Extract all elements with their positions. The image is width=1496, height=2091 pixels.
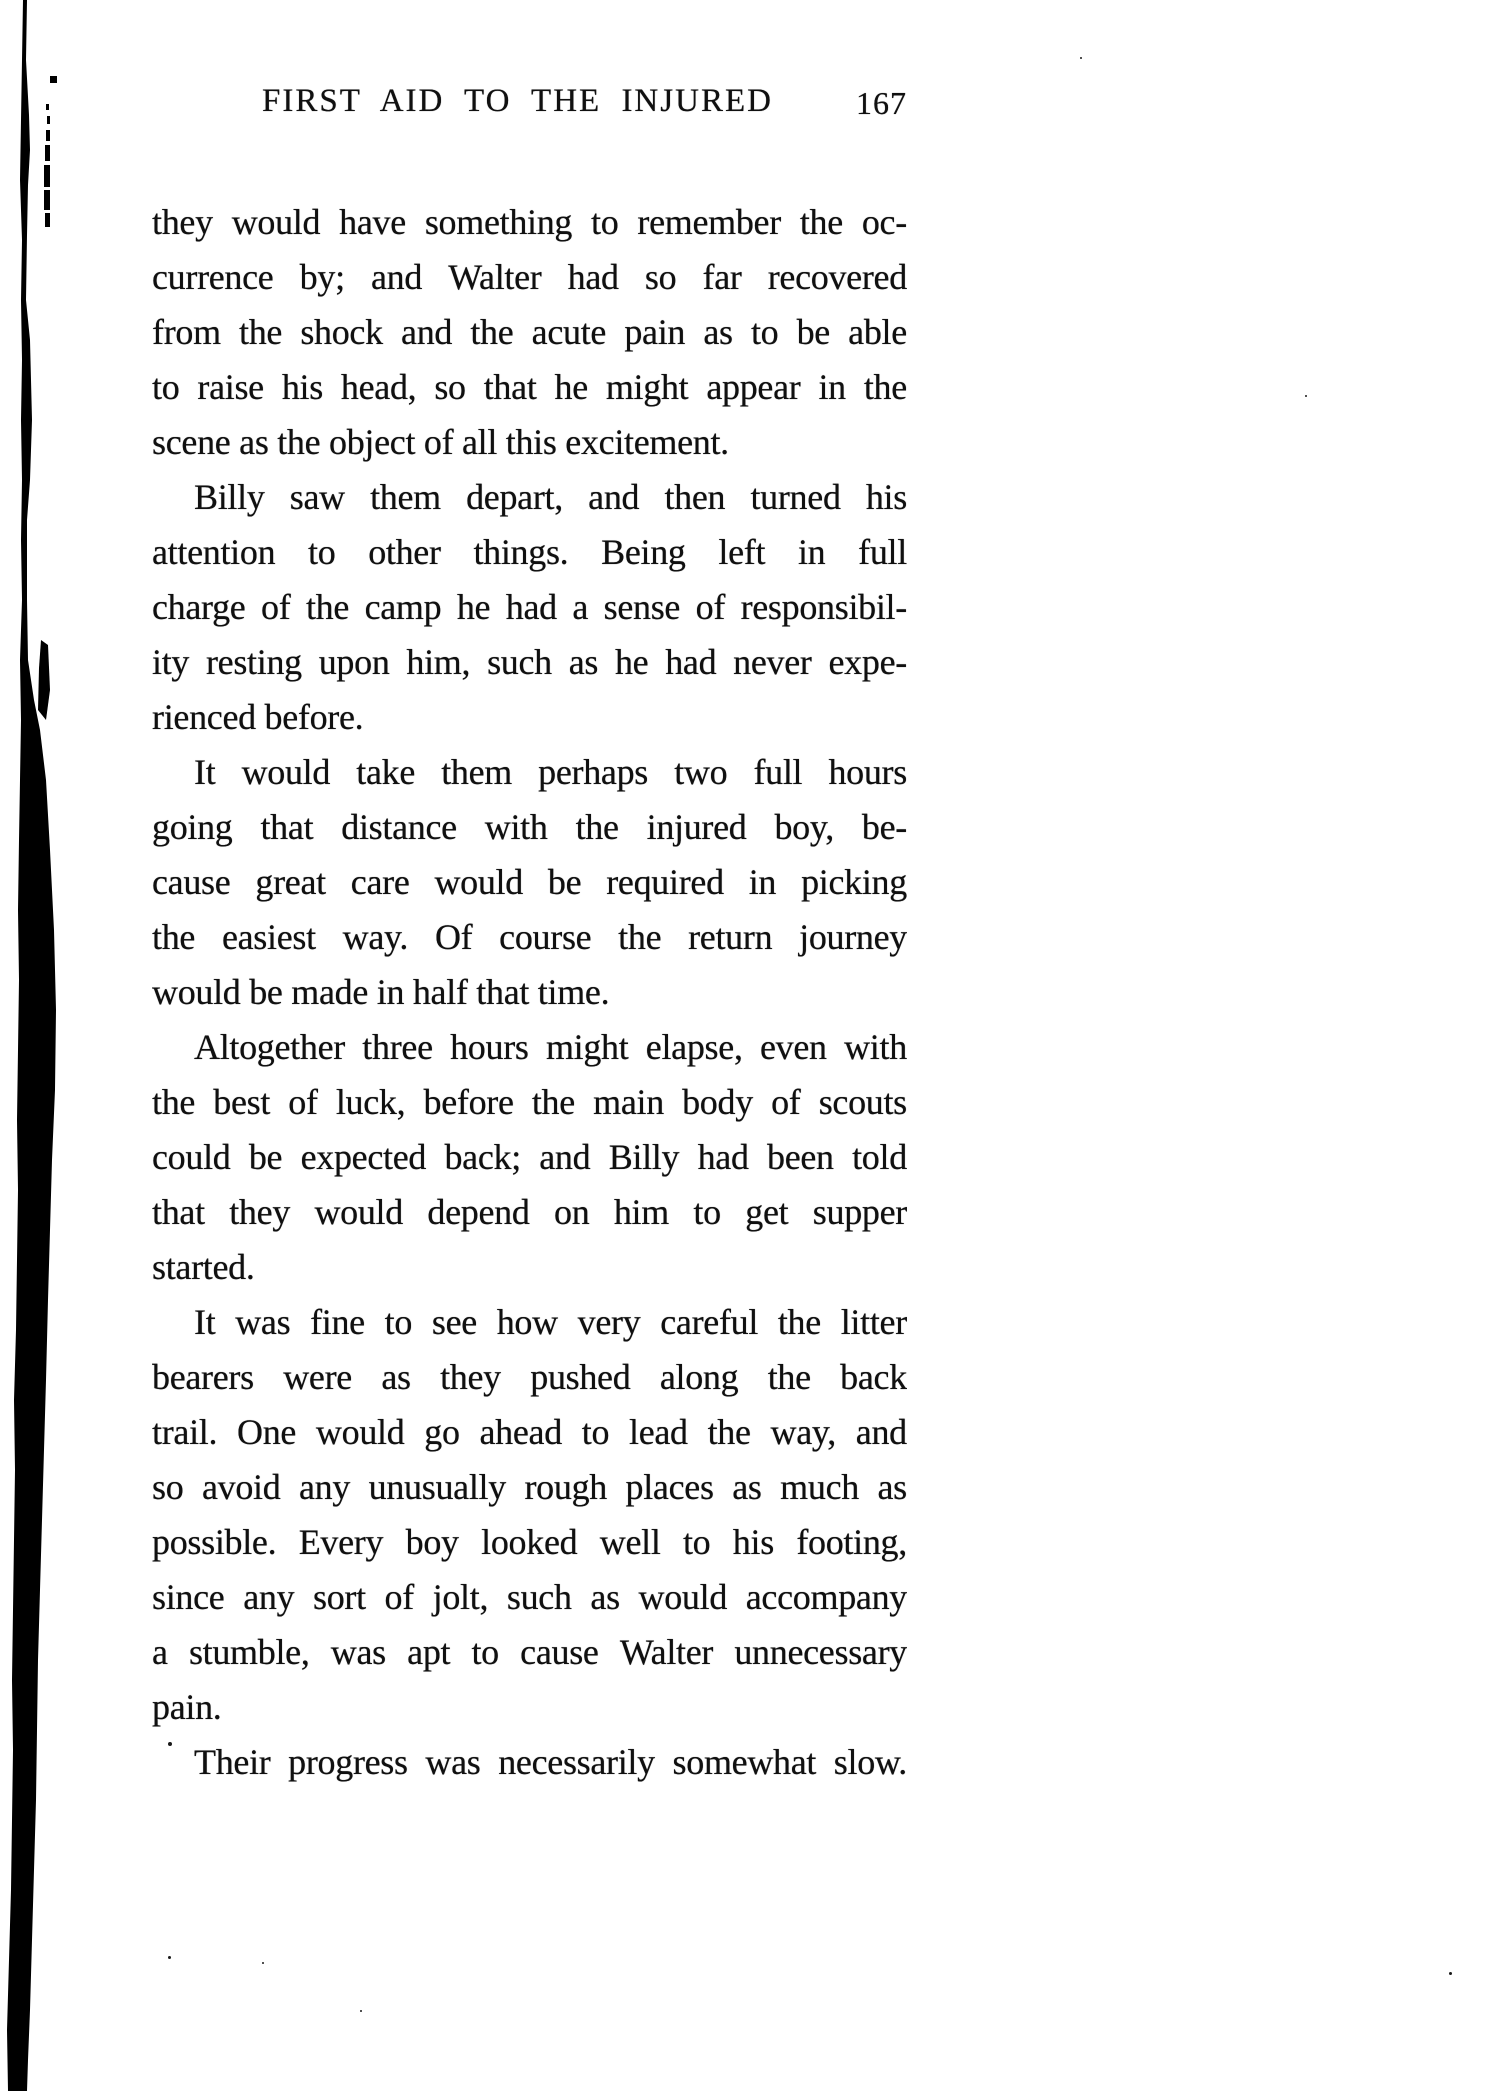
scan-speck (262, 1962, 264, 1964)
text-line: attention to other things. Being left in full (152, 532, 907, 572)
scan-speck (168, 1956, 171, 1959)
text-line: trail. One would go ahead to lead the way, and (152, 1412, 907, 1452)
scan-speck (1305, 395, 1307, 397)
page-number: 167 (856, 85, 907, 121)
text-line: a stumble, was apt to cause Walter unnecessary (152, 1632, 907, 1672)
scan-speck (360, 2010, 362, 2012)
text-line: to raise his head, so that he might appear in the (152, 367, 907, 407)
text-line: possible. Every boy looked well to his footing, (152, 1522, 907, 1562)
page-header (0, 84, 1496, 124)
text-line: that they would depend on him to get supper (152, 1192, 907, 1232)
text-line: could be expected back; and Billy had been told (152, 1137, 907, 1177)
text-line: going that distance with the injured boy, be- (152, 807, 907, 847)
text-block (152, 195, 907, 1790)
text-line: Billy saw them depart, and then turned his (194, 477, 907, 517)
text-line: charge of the camp he had a sense of responsibil- (152, 587, 907, 627)
text-line: ity resting upon him, such as he had never expe- (152, 642, 907, 682)
text-line: cause great care would be required in picking (152, 862, 907, 902)
text-line: the best of luck, before the main body of scouts (152, 1082, 907, 1122)
text-line: scene as the object of all this excitement. (152, 422, 729, 462)
text-line: bearers were as they pushed along the back (152, 1357, 907, 1397)
text-line: since any sort of jolt, such as would accompany (152, 1577, 907, 1617)
text-line: started. (152, 1247, 255, 1287)
text-line: they would have something to remember the oc- (152, 202, 907, 242)
text-line: the easiest way. Of course the return journey (152, 917, 907, 957)
text-line: pain. (152, 1687, 222, 1727)
text-line: Altogether three hours might elapse, even with (194, 1027, 907, 1067)
binding-smudge-artifact (0, 0, 80, 2091)
text-line: It would take them perhaps two full hours (194, 752, 907, 792)
text-line: Their progress was necessarily somewhat slow. (194, 1742, 907, 1782)
text-line: from the shock and the acute pain as to be able (152, 312, 907, 352)
text-line: would be made in half that time. (152, 972, 610, 1012)
text-line: It was fine to see how very careful the litter (194, 1302, 907, 1342)
text-line: so avoid any unusually rough places as much as (152, 1467, 907, 1507)
scan-speck (1449, 1972, 1452, 1975)
text-line: currence by; and Walter had so far recovered (152, 257, 907, 297)
scan-speck (1080, 57, 1082, 59)
scan-speck (168, 1742, 172, 1746)
text-line: rienced before. (152, 697, 364, 737)
running-title: FIRST AID TO THE INJURED (262, 83, 773, 119)
